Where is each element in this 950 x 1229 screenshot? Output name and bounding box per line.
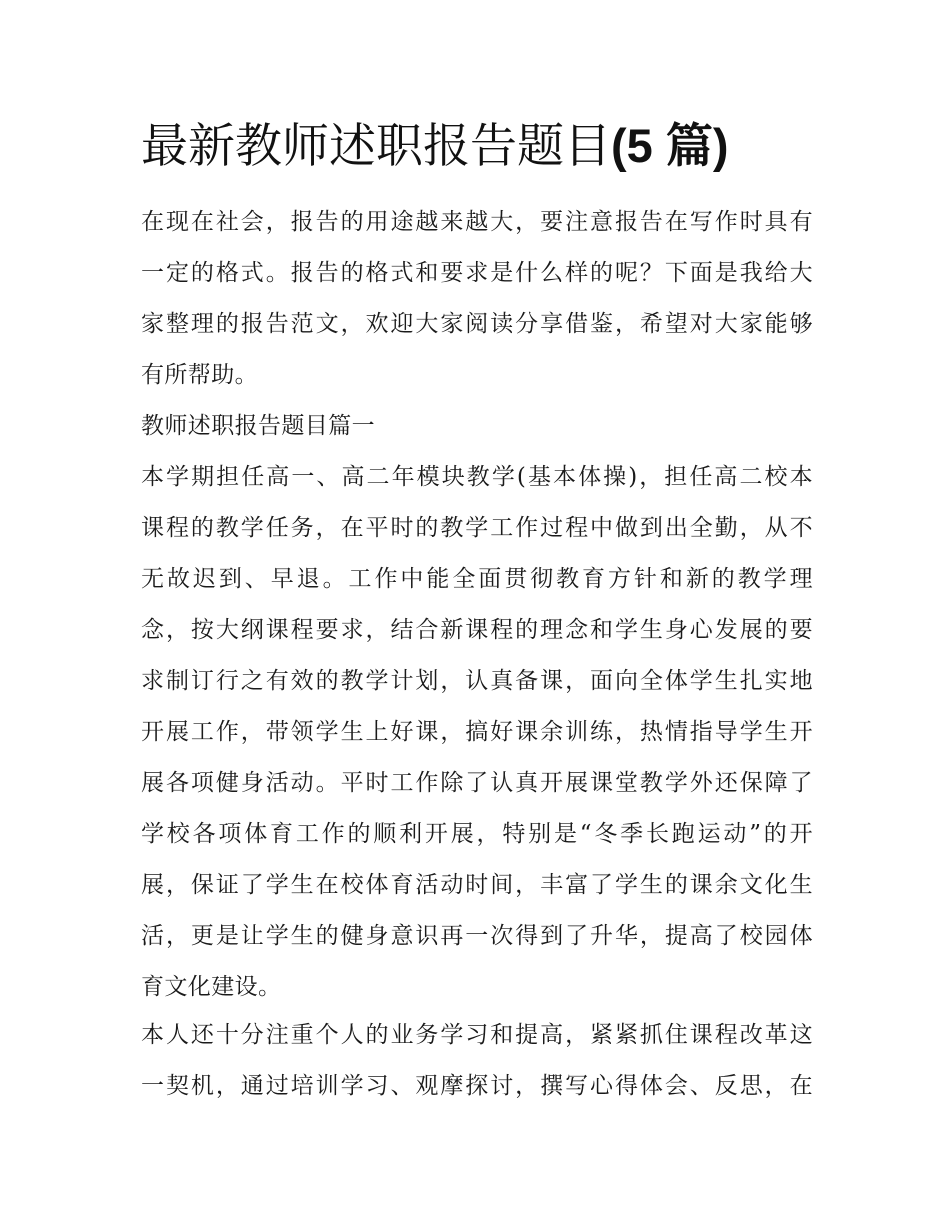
paragraph-line: 展各项健身活动。平时工作除了认真开展课堂教学外还保障了 bbox=[141, 770, 813, 796]
intro-line: 家整理的报告范文，欢迎大家阅读分享借鉴，希望对大家能够 bbox=[141, 311, 813, 337]
paragraph-line: 开展工作，带领学生上好课，搞好课余训练，热情指导学生开 bbox=[141, 719, 813, 745]
intro-paragraph bbox=[141, 197, 813, 401]
paragraph-line: 念，按大纲课程要求，结合新课程的理念和学生身心发展的要 bbox=[141, 617, 813, 643]
section-heading-text: 教师述职报告题目篇一 bbox=[141, 413, 375, 439]
paragraph-line: 本学期担任高一、高二年模块教学(基本体操)，担任高二校本 bbox=[141, 464, 813, 490]
document-title-suffix: (5 篇) bbox=[611, 119, 729, 172]
paragraph-line: 展，保证了学生在校体育活动时间，丰富了学生的课余文化生 bbox=[141, 872, 813, 898]
document-title-main: 最新教师述职报告题目 bbox=[141, 119, 611, 174]
section-heading bbox=[141, 401, 813, 452]
intro-line: 有所帮助。 bbox=[141, 362, 258, 388]
paragraph-line: 一契机，通过培训学习、观摩探讨，撰写心得体会、反思，在 bbox=[141, 1073, 813, 1099]
intro-line: 一定的格式。报告的格式和要求是什么样的呢？下面是我给大 bbox=[141, 260, 813, 286]
body-paragraph-2 bbox=[141, 1010, 813, 1112]
body-paragraph-1 bbox=[141, 452, 813, 1013]
paragraph-line: 本人还十分注重个人的业务学习和提高，紧紧抓住课程改革这 bbox=[141, 1022, 813, 1048]
paragraph-line: 育文化建设。 bbox=[141, 974, 282, 1000]
paragraph-line: 无故迟到、早退。工作中能全面贯彻教育方针和新的教学理 bbox=[141, 566, 813, 592]
paragraph-line: 学校各项体育工作的顺利开展，特别是“冬季长跑运动”的开 bbox=[141, 821, 813, 847]
paragraph-line: 求制订行之有效的教学计划，认真备课，面向全体学生扎实地 bbox=[141, 668, 813, 694]
paragraph-line: 课程的教学任务，在平时的教学工作过程中做到出全勤，从不 bbox=[141, 515, 813, 541]
paragraph-line: 活，更是让学生的健身意识再一次得到了升华，提高了校园体 bbox=[141, 923, 813, 949]
intro-line: 在现在社会，报告的用途越来越大，要注意报告在写作时具有 bbox=[141, 209, 813, 235]
document-title bbox=[141, 116, 841, 177]
